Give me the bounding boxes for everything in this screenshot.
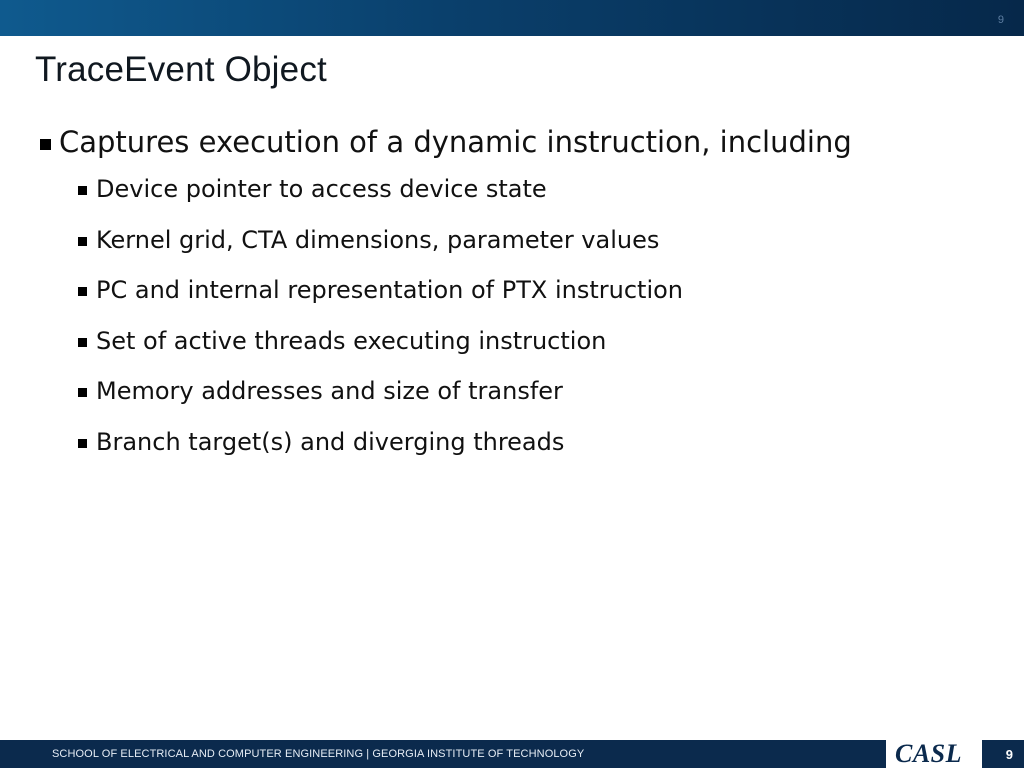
- sub-bullet-text: Device pointer to access device state: [96, 175, 547, 203]
- bullet-list: [40, 120, 1000, 475]
- top-banner: [0, 0, 1024, 36]
- casl-logo: [886, 740, 982, 768]
- sub-bullet-pc: [78, 273, 1000, 307]
- square-bullet-icon: [78, 186, 87, 195]
- footer-bar: [0, 740, 1024, 768]
- sub-bullet-kernel-grid: [78, 223, 1000, 257]
- footer-institution-text: SCHOOL OF ELECTRICAL AND COMPUTER ENGINEERING | GEORGIA INSTITUTE OF TECHNOLOGY: [52, 748, 585, 760]
- sub-bullet-text: Set of active threads executing instruction: [96, 326, 607, 355]
- square-bullet-icon: [78, 237, 87, 246]
- sub-bullet-text: Kernel grid, CTA dimensions, parameter values: [96, 225, 660, 254]
- square-bullet-icon: [78, 338, 87, 347]
- footer-page-number: 9: [1005, 747, 1013, 762]
- sub-bullet-text: Memory addresses and size of transfer: [96, 377, 563, 405]
- main-bullet-text: Captures execution of a dynamic instruction, including: [59, 125, 852, 159]
- sub-bullet-text: Branch target(s) and diverging threads: [96, 427, 565, 456]
- sub-bullet-text: PC and internal representation of PTX instruction: [96, 276, 684, 304]
- square-bullet-icon: [40, 139, 51, 150]
- main-bullet: [40, 120, 1000, 164]
- sub-bullet-device-pointer: [78, 172, 1000, 206]
- sub-bullet-active-threads: [78, 324, 1000, 358]
- slide-title: TraceEvent Object: [35, 50, 327, 89]
- top-slide-number: 9: [997, 14, 1004, 26]
- square-bullet-icon: [78, 287, 87, 296]
- sub-bullet-memory-addresses: [78, 374, 1000, 408]
- square-bullet-icon: [78, 439, 87, 448]
- square-bullet-icon: [78, 388, 87, 397]
- casl-logo-text: CASL: [895, 740, 963, 768]
- sub-bullet-branch-target: [78, 425, 1000, 459]
